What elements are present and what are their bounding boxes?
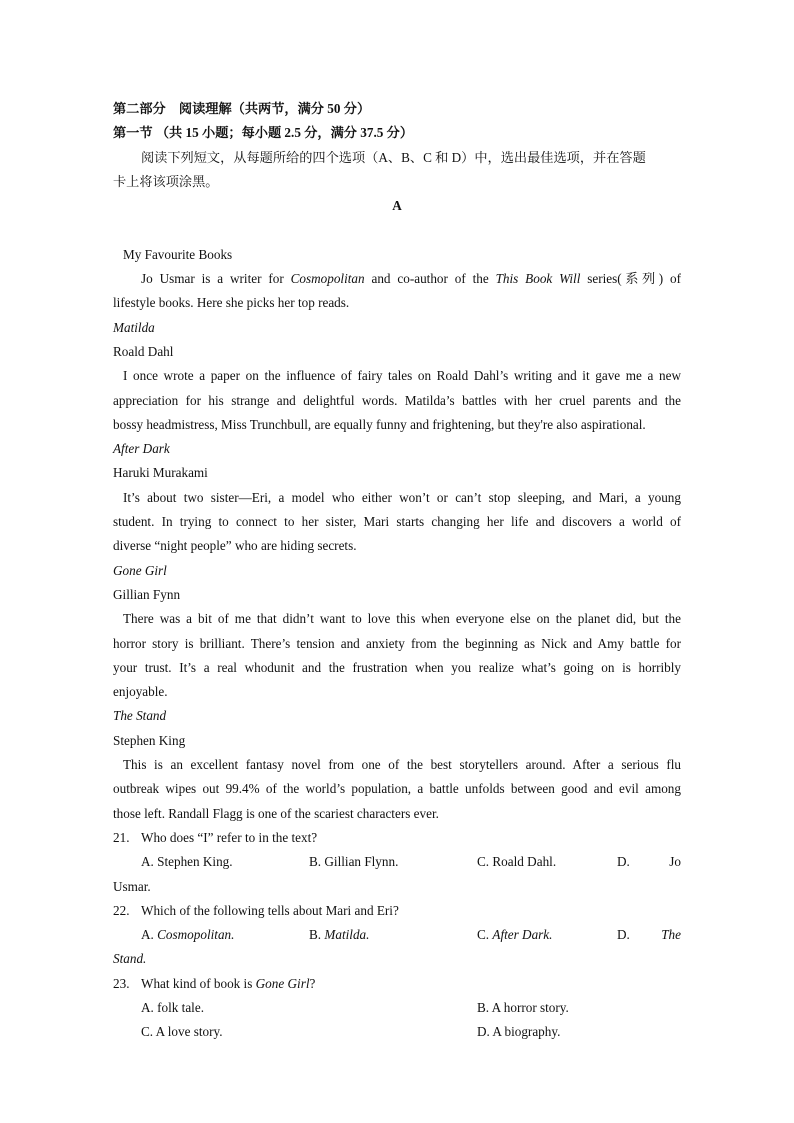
question-23: [113, 972, 681, 996]
option-b[interactable]: B. A horror story.: [477, 999, 569, 1015]
passage-intro-line-1: [113, 267, 681, 291]
question-number: 23.: [113, 975, 130, 991]
intro-text: series(系列) of: [580, 271, 681, 287]
option-letter: B.: [309, 927, 325, 943]
book-text-line: enjoyable.: [113, 684, 168, 700]
book-title: The Stand: [113, 708, 167, 724]
book-reference: Gone Girl: [255, 975, 310, 991]
option-a[interactable]: A. Stephen King.: [141, 854, 233, 870]
question-21-options: [113, 850, 681, 874]
option-d-text: The: [661, 927, 681, 943]
book-author: Roald Dahl: [113, 343, 174, 359]
book-author: Gillian Fynn: [113, 586, 181, 602]
section-title: 第一节 （共 15 小题；每小题 2.5 分，满分 37.5 分）: [113, 125, 414, 141]
option-b[interactable]: [309, 923, 477, 947]
question-22: [113, 899, 681, 923]
book-text-line: appreciation for his strange and delightful words. Matilda’s battles with her cruel parents and the: [113, 392, 681, 408]
book-text-line: outbreak wipes out 99.4% of the world’s population, a battle unfolds between good and evil among: [113, 781, 681, 797]
intro-text: and co-author of the: [364, 271, 496, 287]
option-text: Cosmopolitan.: [157, 927, 235, 943]
option-text: After Dark.: [492, 927, 553, 943]
book-text-line: those left. Randall Flagg is one of the scariest characters ever.: [113, 805, 439, 821]
book-text-line: horror story is brilliant. There’s tension and anxiety from the beginning as Nick and Amy battle for: [113, 635, 681, 651]
question-text-part: ?: [309, 975, 316, 991]
option-c[interactable]: [477, 923, 617, 947]
option-c[interactable]: C. A love story.: [141, 1024, 223, 1040]
option-d-text: Jo: [669, 854, 681, 870]
part-title: 第二部分 阅读理解（共两节，满分 50 分）: [113, 101, 371, 116]
question-text: [141, 972, 315, 996]
book-text-line: I once wrote a paper on the influence of fairy tales on Roald Dahl’s writing and it gave me a new: [123, 368, 681, 384]
book-title: Matilda: [113, 319, 155, 335]
option-c[interactable]: C. Roald Dahl.: [477, 854, 557, 870]
question-text-part: What kind of book is: [141, 975, 256, 991]
instruction-line-1: 阅读下列短文，从每题所给的四个选项（A、B、C 和 D）中，选出最佳选项，并在答题: [141, 149, 646, 165]
intro-text: Jo Usmar is a writer for: [141, 271, 291, 287]
book-text-line: This is an excellent fantasy novel from one of the best storytellers around. After a serious flu: [123, 757, 681, 773]
option-d-continued: Stand.: [113, 951, 147, 967]
book-author: Haruki Murakami: [113, 465, 208, 481]
book-text-line: bossy headmistress, Miss Trunchbull, are equally funny and frightening, but they're also aspirational.: [113, 416, 646, 432]
book-title: After Dark: [113, 441, 170, 457]
option-d-letter: D.: [617, 927, 630, 943]
question-number: 21.: [113, 829, 130, 845]
question-text: Which of the following tells about Mari and Eri?: [141, 902, 399, 918]
option-d[interactable]: [617, 850, 681, 874]
question-number: 22.: [113, 902, 130, 918]
option-a[interactable]: [141, 923, 309, 947]
option-d-letter: D.: [617, 854, 630, 870]
book-text-line: your trust. It’s a real whodunit and the frustration when you realize what’s going on is horribly: [113, 659, 681, 675]
option-d[interactable]: [617, 923, 681, 947]
question-21: [113, 826, 681, 850]
spacer: [113, 218, 681, 242]
series-name: This Book Will: [495, 271, 581, 287]
option-text: Matilda.: [324, 927, 370, 943]
book-author: Stephen King: [113, 732, 186, 748]
book-title: Gone Girl: [113, 562, 167, 578]
exam-page: [113, 97, 681, 1045]
option-letter: C.: [477, 927, 493, 943]
option-b[interactable]: B. Gillian Flynn.: [309, 854, 399, 870]
passage-title: My Favourite Books: [123, 246, 233, 262]
option-d[interactable]: D. A biography.: [477, 1024, 561, 1040]
question-22-options: [113, 923, 681, 947]
question-23-options-row-2: [113, 1020, 681, 1044]
magazine-name: Cosmopolitan: [290, 271, 365, 287]
passage-label: A: [392, 198, 402, 214]
instruction-line-2: 卡上将该项涂黑。: [113, 173, 219, 189]
question-23-options-row-1: [113, 996, 681, 1020]
option-d-continued: Usmar.: [113, 878, 151, 894]
book-text-line: diverse “night people” who are hiding secrets.: [113, 538, 357, 554]
book-text-line: It’s about two sister—Eri, a model who either won’t or can’t stop sleeping, and Mari, a young: [123, 489, 681, 505]
passage-intro-line-2: lifestyle books. Here she picks her top reads.: [113, 295, 350, 311]
option-letter: A.: [141, 927, 158, 943]
question-text: Who does “I” refer to in the text?: [141, 829, 318, 845]
book-text-line: student. In trying to connect to her sister, Mari starts changing her life and discovers a world of: [113, 514, 681, 530]
option-a[interactable]: A. folk tale.: [141, 999, 204, 1015]
book-text-line: There was a bit of me that didn’t want to love this when everyone else on the planet did, but the: [123, 611, 681, 627]
